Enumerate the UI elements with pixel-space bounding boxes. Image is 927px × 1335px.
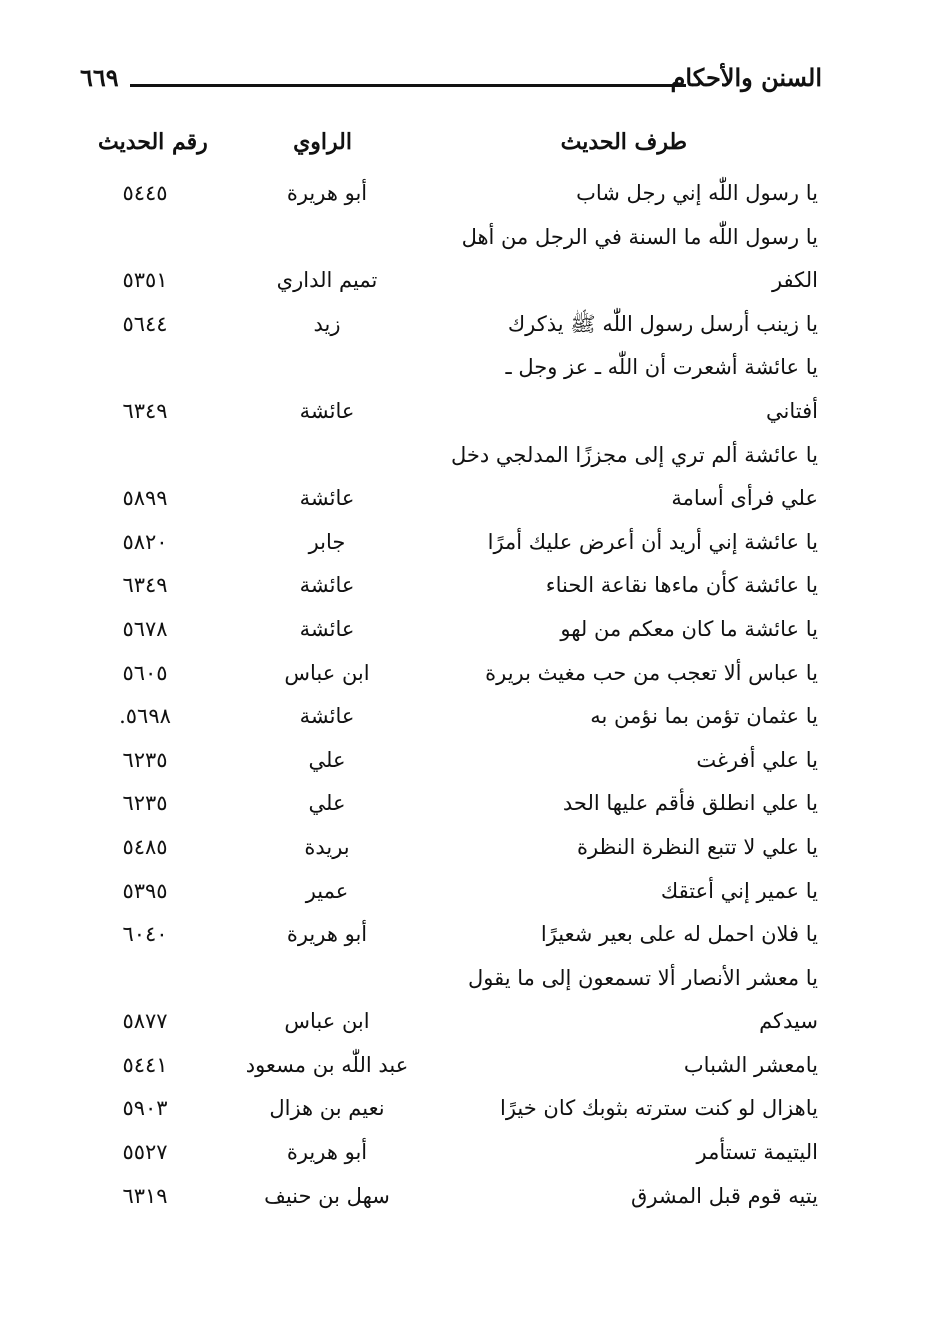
hadith-text: يا عائشة ألم تري إلى مجززًا المدلجي دخل [450,442,818,467]
narrator-name: ابن عباس [284,660,370,685]
hadith-number: ٥٨٧٧ [122,1009,168,1034]
hadith-text: سيدكم [759,1009,818,1034]
hadith-text: يا فلان احمل له على بعير شعيرًا [540,922,818,947]
hadith-text: يا رسول اللّٰه ما السنة في الرجل من أهل [461,224,818,249]
hadith-text: يا عائشة أشعرت أن اللّٰه ـ عز وجل ـ [505,355,818,380]
hadith-number: ٦٣٤٩ [122,573,168,598]
narrator-name: عائشة [299,616,355,641]
hadith-text: يا معشر الأنصار ألا تسمعون إلى ما يقول [468,965,818,990]
narrator-name: جابر [308,529,346,554]
index-row [70,1045,822,1089]
hadith-number: ٥٨٩٩ [122,486,168,511]
index-row [70,1088,822,1132]
narrator-name: ابن عباس [284,1009,370,1034]
index-row [70,1001,822,1045]
hadith-text: يا عائشة كأن ماءها نقاعة الحناء [545,573,818,598]
hadith-text: يامعشر الشباب [683,1052,818,1077]
hadith-number: ٥٥٢٧ [122,1140,168,1165]
hadith-number: ٥٨٢٠ [122,529,168,554]
index-row [70,565,822,609]
index-row [70,217,822,261]
hadith-text: يا رسول اللّٰه إني رجل شاب [576,181,818,205]
hadith-number: ٥٩٠٣ [122,1096,168,1121]
hadith-index-table [70,173,822,1219]
index-row [70,696,822,740]
hadith-number: ٥٤٨٥ [122,834,168,859]
running-header [70,58,822,98]
index-row [70,478,822,522]
hadith-number: ٥٣٩٥ [122,878,168,903]
narrator-name: عائشة [299,704,355,729]
index-row [70,435,822,479]
narrator-name: علي [308,791,346,816]
index-row [70,304,822,348]
hadith-number: ٥٦٠٥ [122,660,168,685]
index-row [70,1176,822,1220]
column-headings [70,125,822,165]
hadith-text: ياهزال لو كنت سترته بثوبك كان خيرًا [499,1096,818,1121]
narrator-name: عبد اللّٰه بن مسعود [245,1052,409,1077]
hadith-number: ٥٤٤٥ [122,181,168,205]
index-row [70,609,822,653]
narrator-name: أبو هريرة [286,1140,368,1165]
page-number: ٦٦٩ [80,63,119,92]
number-column-heading: رقم الحديث [98,129,208,155]
hadith-text: يتيه قوم قبل المشرق [631,1183,818,1208]
hadith-number: ٦٢٣٥ [122,747,168,772]
hadith-text: أفتاني [766,398,818,423]
hadith-text: يا عثمان تؤمن بما نؤمن به [590,704,818,729]
hadith-number: ٥٤٤١ [122,1052,168,1077]
index-row [70,173,822,217]
index-row [70,914,822,958]
narrator-name: زيد [313,311,341,336]
index-row [70,347,822,391]
narrator-name: نعيم بن هزال [269,1096,385,1121]
hadith-column-heading: طرف الحديث [560,129,687,155]
hadith-number: ٦٣٤٩ [122,398,168,423]
index-row [70,958,822,1002]
index-row [70,871,822,915]
hadith-text: يا علي لا تتبع النظرة النظرة [576,834,818,859]
hadith-number: ٦٣١٩ [122,1183,168,1208]
narrator-name: تميم الداري [276,268,378,293]
narrator-name: علي [308,747,346,772]
hadith-text: علي فرأى أسامة [671,486,818,511]
index-row [70,653,822,697]
narrator-name: أبو هريرة [286,181,368,205]
narrator-column-heading: الراوي [293,129,352,155]
index-row [70,783,822,827]
narrator-name: عائشة [299,398,355,423]
narrator-name: عائشة [299,573,355,598]
hadith-text: يا علي أفرغت [696,747,818,772]
index-row [70,260,822,304]
index-row [70,740,822,784]
hadith-text: يا عائشة ما كان معكم من لهو [560,616,818,641]
hadith-text: يا زينب أرسل رسول اللّٰه ﷺ يذكرك [507,311,818,336]
header-rule [130,84,686,87]
hadith-number: ٦٢٣٥ [122,791,168,816]
hadith-number: ٥٦٩٨. [119,704,171,729]
hadith-text: يا علي انطلق فأقم عليها الحد [562,791,818,816]
hadith-text: اليتيمة تستأمر [696,1140,818,1165]
narrator-name: أبو هريرة [286,922,368,947]
index-row [70,522,822,566]
hadith-number: ٥٦٤٤ [122,311,168,336]
hadith-text: يا عمير إني أعتقك [660,878,818,903]
running-title: السنن والأحكام [670,63,822,92]
index-row [70,391,822,435]
hadith-number: ٦٠٤٠ [122,922,168,947]
hadith-text: يا عباس ألا تعجب من حب مغيث بريرة [485,660,818,685]
narrator-name: عمير [305,878,349,903]
narrator-name: سهل بن حنيف [264,1183,390,1208]
index-row [70,827,822,871]
hadith-number: ٥٣٥١ [122,268,168,293]
index-row [70,1132,822,1176]
narrator-name: عائشة [299,486,355,511]
hadith-text: الكفر [771,268,818,293]
narrator-name: بريدة [304,834,350,859]
hadith-number: ٥٦٧٨ [122,616,168,641]
hadith-text: يا عائشة إني أريد أن أعرض عليك أمرًا [487,529,818,554]
